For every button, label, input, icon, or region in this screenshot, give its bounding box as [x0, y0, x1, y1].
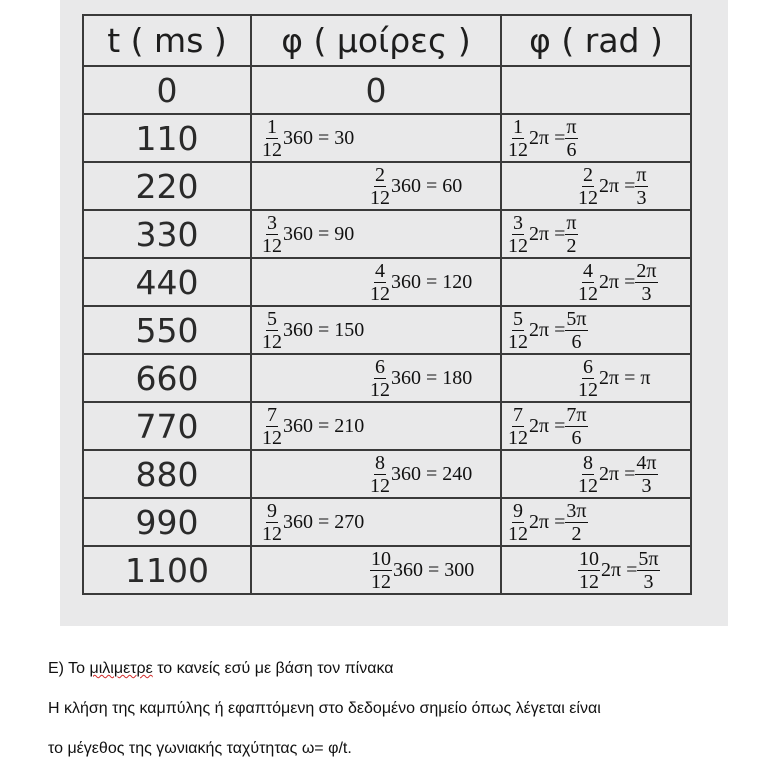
caption-line-1 — [48, 660, 394, 678]
radians-middle: 2π = — [601, 558, 638, 581]
table-row — [83, 162, 691, 210]
fraction-numerator: 8 — [583, 451, 593, 474]
fraction-numerator: π — [636, 163, 647, 186]
fraction-denominator: 6 — [571, 426, 582, 449]
degrees-cell — [251, 498, 501, 546]
degrees-fraction — [262, 213, 282, 256]
degrees-result: 360 = 90 — [283, 222, 355, 245]
fraction-numerator: 9 — [267, 499, 277, 522]
degrees-cell — [251, 258, 501, 306]
radians-middle: 2π = — [599, 270, 636, 293]
fraction-numerator: 7 — [513, 403, 523, 426]
degrees-result: 360 = 30 — [283, 126, 355, 149]
fraction-denominator: 12 — [578, 282, 598, 305]
fraction-numerator: 10 — [371, 547, 391, 570]
radians-expression — [578, 357, 650, 400]
fraction-denominator: 12 — [508, 426, 528, 449]
degrees-fraction — [262, 309, 282, 352]
fraction-denominator: 6 — [571, 330, 582, 353]
radians-expression — [508, 501, 589, 544]
fraction-denominator: 3 — [636, 186, 647, 209]
degrees-cell — [251, 114, 501, 162]
fraction-denominator: 12 — [370, 186, 390, 209]
table-row — [83, 354, 691, 402]
fraction-denominator: 12 — [508, 138, 528, 161]
time-cell: 770 — [83, 402, 251, 450]
degrees-result: 360 = 150 — [283, 318, 365, 341]
degrees-fraction — [370, 165, 390, 208]
fraction-denominator: 12 — [508, 522, 528, 545]
table-row — [83, 66, 691, 114]
misspelled-word: μιλιμετρε — [89, 660, 153, 677]
degrees-expression — [262, 117, 354, 160]
radians-fraction — [508, 405, 528, 448]
radians-middle: 2π = — [529, 510, 566, 533]
fraction-numerator: π — [566, 115, 577, 138]
radians-middle: 2π = — [529, 414, 566, 437]
degrees-fraction — [370, 549, 392, 592]
degrees-result: 360 = 300 — [393, 558, 475, 581]
fraction-denominator: 3 — [641, 474, 652, 497]
degrees-expression — [370, 261, 472, 304]
degrees-expression — [262, 309, 364, 352]
table-row — [83, 450, 691, 498]
radians-expression — [578, 549, 661, 592]
degrees-cell — [251, 162, 501, 210]
radians-result-fraction — [565, 501, 587, 544]
degrees-expression — [262, 501, 364, 544]
radians-expression — [508, 309, 589, 352]
radians-cell — [501, 210, 691, 258]
time-cell: 550 — [83, 306, 251, 354]
fraction-denominator: 3 — [643, 570, 654, 593]
degrees-result: 360 = 270 — [283, 510, 365, 533]
degrees-cell — [251, 546, 501, 594]
radians-result-fraction — [637, 549, 659, 592]
fraction-numerator: 8 — [375, 451, 385, 474]
radians-result-fraction — [635, 165, 647, 208]
radians-expression — [578, 261, 659, 304]
degrees-fraction — [370, 261, 390, 304]
fraction-numerator: 3π — [566, 499, 587, 522]
caption-line-3: το μέγεθος της γωνιακής ταχύτητας ω= φ/t. — [48, 740, 352, 757]
fraction-denominator: 12 — [262, 138, 282, 161]
degrees-fraction — [262, 405, 282, 448]
degrees-cell: 0 — [251, 66, 501, 114]
table-row — [83, 114, 691, 162]
fraction-numerator: 3 — [513, 211, 523, 234]
phase-table — [82, 14, 692, 595]
degrees-result: 360 = 120 — [391, 270, 473, 293]
degrees-expression — [370, 453, 472, 496]
degrees-cell — [251, 450, 501, 498]
radians-expression — [578, 453, 659, 496]
time-cell: 330 — [83, 210, 251, 258]
fraction-denominator: 12 — [579, 570, 599, 593]
radians-expression — [508, 405, 589, 448]
degrees-cell — [251, 210, 501, 258]
time-cell: 110 — [83, 114, 251, 162]
time-cell: 1100 — [83, 546, 251, 594]
radians-cell — [501, 306, 691, 354]
fraction-denominator: 12 — [262, 426, 282, 449]
degrees-cell — [251, 306, 501, 354]
fraction-denominator: 12 — [578, 186, 598, 209]
fraction-denominator: 12 — [370, 474, 390, 497]
degrees-fraction — [370, 453, 390, 496]
degrees-expression — [370, 357, 472, 400]
radians-result-fraction — [565, 309, 587, 352]
fraction-numerator: 5π — [566, 307, 587, 330]
table-row — [83, 546, 691, 594]
radians-expression — [508, 117, 579, 160]
time-cell: 440 — [83, 258, 251, 306]
header-degrees: φ ( μοίρες ) — [251, 15, 501, 66]
fraction-numerator: 4 — [375, 259, 385, 282]
time-cell: 880 — [83, 450, 251, 498]
radians-cell — [501, 546, 691, 594]
table-row — [83, 258, 691, 306]
header-time: t ( ms ) — [83, 15, 251, 66]
radians-cell — [501, 162, 691, 210]
degrees-expression — [370, 165, 462, 208]
radians-cell — [501, 450, 691, 498]
radians-middle: 2π = — [529, 222, 566, 245]
table-row — [83, 210, 691, 258]
radians-expression — [508, 213, 579, 256]
fraction-denominator: 12 — [578, 474, 598, 497]
fraction-numerator: 4π — [636, 451, 657, 474]
degrees-fraction — [370, 357, 390, 400]
fraction-numerator: 2π — [636, 259, 657, 282]
fraction-numerator: 9 — [513, 499, 523, 522]
fraction-denominator: 12 — [262, 522, 282, 545]
radians-fraction — [508, 309, 528, 352]
radians-cell — [501, 114, 691, 162]
radians-fraction — [578, 549, 600, 592]
degrees-expression — [370, 549, 474, 592]
fraction-numerator: 6 — [375, 355, 385, 378]
radians-result-fraction — [565, 213, 577, 256]
fraction-numerator: 7π — [566, 403, 587, 426]
table-row — [83, 306, 691, 354]
fraction-numerator: 5 — [267, 307, 277, 330]
header-radians: φ ( rad ) — [501, 15, 691, 66]
radians-result-fraction — [635, 261, 657, 304]
radians-result-fraction — [565, 117, 577, 160]
fraction-numerator: 5π — [638, 547, 659, 570]
radians-middle: 2π = π — [599, 366, 651, 389]
caption-line-2: Η κλήση της καμπύλης ή εφαπτόμενη στο δεδομένο σημείο όπως λέγεται είναι — [48, 700, 601, 717]
table-header-row — [83, 15, 691, 66]
degrees-expression — [262, 213, 354, 256]
fraction-numerator: 2 — [583, 163, 593, 186]
fraction-numerator: 2 — [375, 163, 385, 186]
fraction-denominator: 2 — [566, 234, 577, 257]
time-cell: 990 — [83, 498, 251, 546]
time-cell: 660 — [83, 354, 251, 402]
radians-cell — [501, 402, 691, 450]
caption-suffix: το κανείς εσύ με βάση τον πίνακα — [152, 660, 394, 677]
table-row — [83, 498, 691, 546]
radians-cell — [501, 66, 691, 114]
fraction-denominator: 12 — [262, 234, 282, 257]
fraction-numerator: 5 — [513, 307, 523, 330]
radians-cell — [501, 498, 691, 546]
degrees-fraction — [262, 501, 282, 544]
radians-cell — [501, 258, 691, 306]
fraction-denominator: 12 — [508, 234, 528, 257]
fraction-denominator: 12 — [578, 378, 598, 401]
radians-fraction — [578, 261, 598, 304]
radians-middle: 2π = — [529, 318, 566, 341]
fraction-denominator: 12 — [370, 282, 390, 305]
radians-expression — [578, 165, 649, 208]
table-row — [83, 402, 691, 450]
time-cell: 220 — [83, 162, 251, 210]
radians-fraction — [508, 501, 528, 544]
radians-middle: 2π = — [599, 462, 636, 485]
degrees-expression — [262, 405, 364, 448]
fraction-numerator: 10 — [579, 547, 599, 570]
radians-fraction — [508, 117, 528, 160]
radians-fraction — [578, 165, 598, 208]
degrees-result: 360 = 180 — [391, 366, 473, 389]
fraction-numerator: 1 — [513, 115, 523, 138]
fraction-numerator: 1 — [267, 115, 277, 138]
fraction-denominator: 2 — [571, 522, 582, 545]
fraction-numerator: 7 — [267, 403, 277, 426]
fraction-numerator: 4 — [583, 259, 593, 282]
degrees-fraction — [262, 117, 282, 160]
radians-middle: 2π = — [599, 174, 636, 197]
fraction-denominator: 12 — [508, 330, 528, 353]
radians-result-fraction — [565, 405, 587, 448]
degrees-cell — [251, 354, 501, 402]
caption-prefix: Ε) Το — [48, 660, 90, 677]
radians-fraction — [508, 213, 528, 256]
degrees-cell — [251, 402, 501, 450]
fraction-denominator: 12 — [262, 330, 282, 353]
fraction-denominator: 6 — [566, 138, 577, 161]
radians-fraction — [578, 357, 598, 400]
fraction-denominator: 3 — [641, 282, 652, 305]
degrees-result: 360 = 210 — [283, 414, 365, 437]
fraction-numerator: π — [566, 211, 577, 234]
fraction-denominator: 12 — [371, 570, 391, 593]
time-cell: 0 — [83, 66, 251, 114]
radians-middle: 2π = — [529, 126, 566, 149]
degrees-result: 360 = 60 — [391, 174, 463, 197]
fraction-numerator: 3 — [267, 211, 277, 234]
degrees-result: 360 = 240 — [391, 462, 473, 485]
fraction-numerator: 6 — [583, 355, 593, 378]
fraction-denominator: 12 — [370, 378, 390, 401]
radians-fraction — [578, 453, 598, 496]
radians-cell — [501, 354, 691, 402]
radians-result-fraction — [635, 453, 657, 496]
